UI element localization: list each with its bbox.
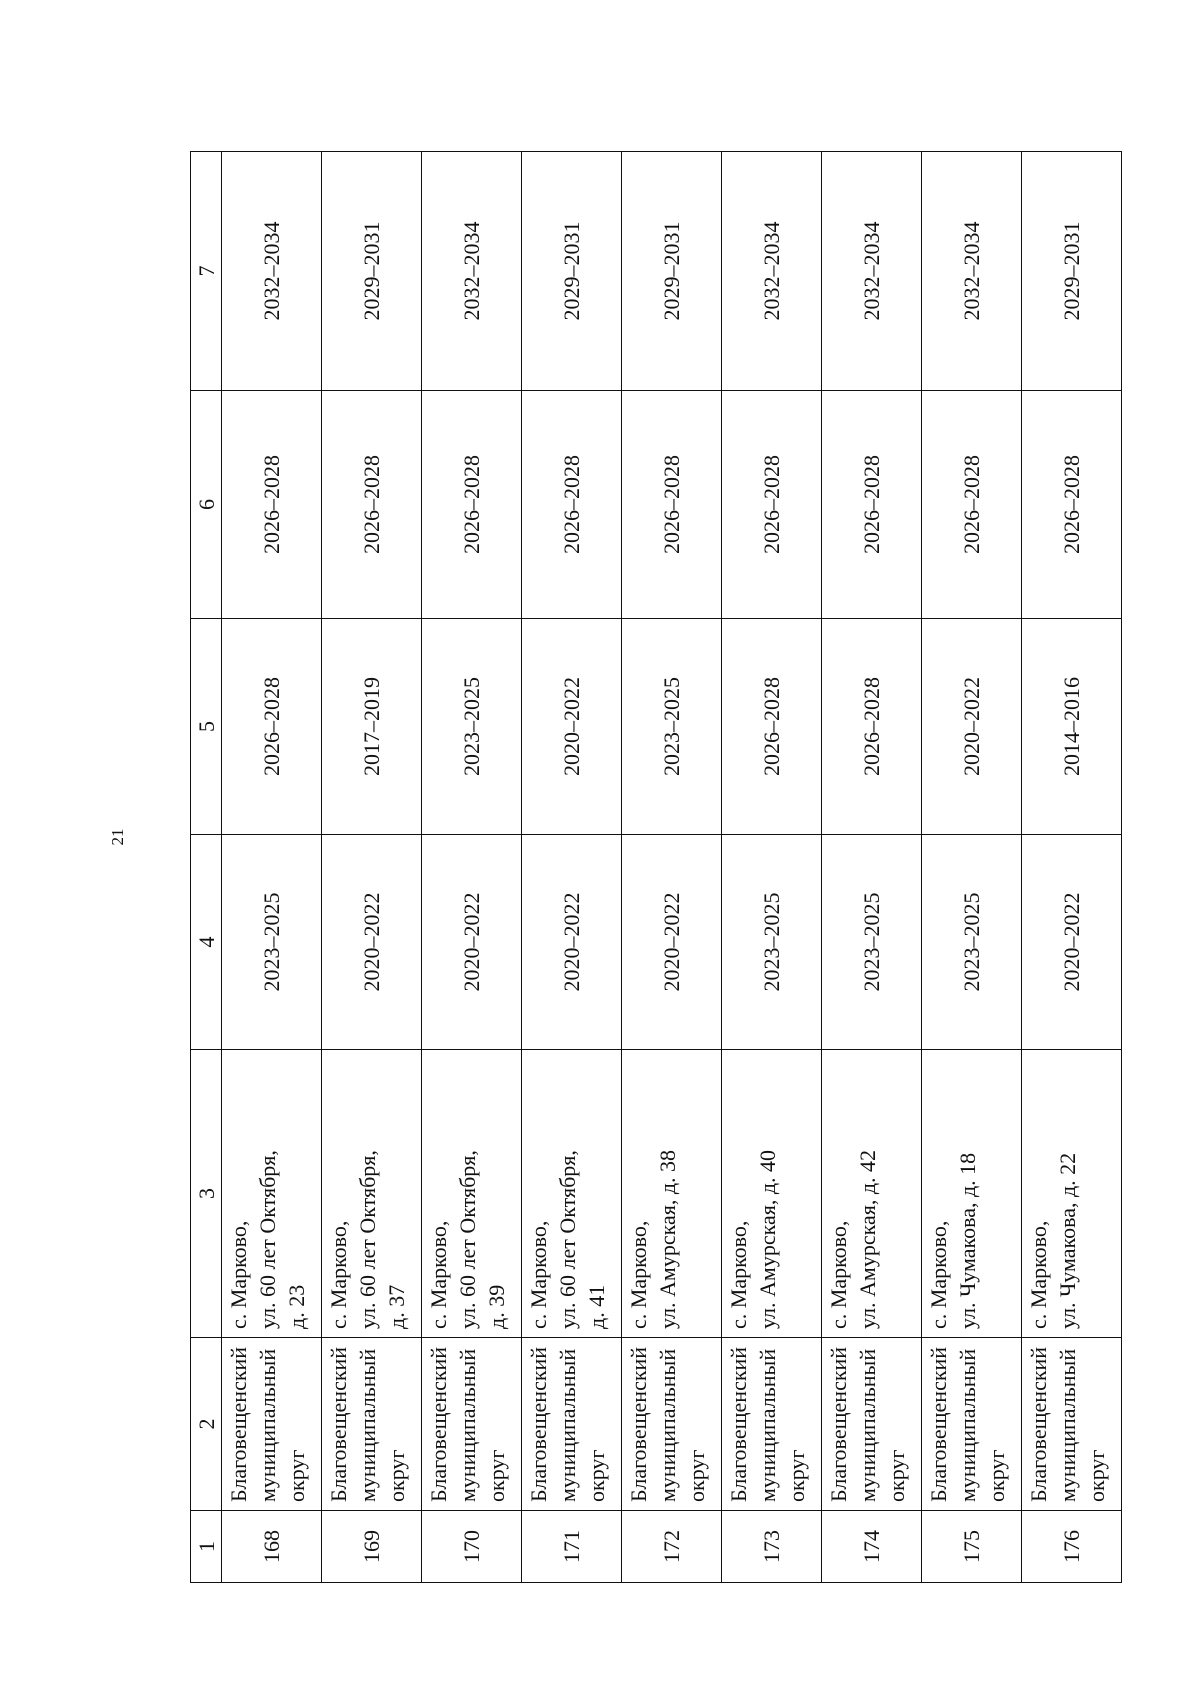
address-line: с. Марково, bbox=[226, 1220, 251, 1329]
address-cell bbox=[422, 1050, 522, 1338]
row-number-cell: 174 bbox=[822, 1511, 922, 1583]
municipality-cell bbox=[622, 1338, 722, 1511]
municipality-cell bbox=[422, 1338, 522, 1511]
municipality-line: Благовещенский bbox=[626, 1346, 651, 1502]
address-cell bbox=[822, 1050, 922, 1338]
period-cell-c7: 2032–2034 bbox=[222, 152, 322, 391]
municipality-line: муниципальный bbox=[655, 1348, 680, 1502]
table-row bbox=[922, 152, 1022, 1583]
municipality-line: муниципальный bbox=[555, 1348, 580, 1502]
municipality-line: Благовещенский bbox=[426, 1346, 451, 1502]
municipality-line: округ bbox=[984, 1449, 1009, 1502]
row-number-cell: 168 bbox=[222, 1511, 322, 1583]
table-row bbox=[422, 152, 522, 1583]
period-cell-c5: 2026–2028 bbox=[222, 619, 322, 835]
header-row bbox=[191, 152, 222, 1583]
column-header: 3 bbox=[191, 1050, 222, 1338]
period-cell-c6: 2026–2028 bbox=[822, 391, 922, 619]
municipality-cell bbox=[222, 1338, 322, 1511]
municipality-line: округ bbox=[784, 1449, 809, 1502]
period-cell-c6: 2026–2028 bbox=[1022, 391, 1122, 619]
page-number: 21 bbox=[108, 828, 127, 846]
period-cell-c6: 2026–2028 bbox=[922, 391, 1022, 619]
municipality-line: Благовещенский bbox=[326, 1346, 351, 1502]
period-cell-c6: 2026–2028 bbox=[622, 391, 722, 619]
municipality-cell bbox=[922, 1338, 1022, 1511]
column-header: 5 bbox=[191, 619, 222, 835]
period-cell-c6: 2026–2028 bbox=[322, 391, 422, 619]
municipality-line: округ bbox=[884, 1449, 909, 1502]
row-number-cell: 170 bbox=[422, 1511, 522, 1583]
address-line: д. 37 bbox=[384, 1284, 409, 1329]
column-header: 7 bbox=[191, 152, 222, 391]
municipality-line: округ bbox=[684, 1449, 709, 1502]
period-cell-c6: 2026–2028 bbox=[222, 391, 322, 619]
municipality-line: муниципальный bbox=[855, 1348, 880, 1502]
address-line: д. 41 bbox=[584, 1284, 609, 1329]
municipality-cell bbox=[322, 1338, 422, 1511]
address-cell bbox=[522, 1050, 622, 1338]
address-line: ул. Чумакова, д. 18 bbox=[955, 1152, 980, 1329]
table-row bbox=[622, 152, 722, 1583]
period-cell-c4: 2023–2025 bbox=[822, 835, 922, 1050]
address-line: с. Марково, bbox=[526, 1220, 551, 1329]
municipality-cell bbox=[522, 1338, 622, 1511]
address-line: ул. Чумакова, д. 22 bbox=[1055, 1152, 1080, 1329]
address-line: с. Марково, bbox=[326, 1220, 351, 1329]
table-row bbox=[822, 152, 922, 1583]
period-cell-c4: 2020–2022 bbox=[322, 835, 422, 1050]
address-line: с. Марково, bbox=[726, 1220, 751, 1329]
period-cell-c7: 2032–2034 bbox=[722, 152, 822, 391]
table-body bbox=[191, 152, 1122, 1583]
row-number-cell: 176 bbox=[1022, 1511, 1122, 1583]
row-number-cell: 175 bbox=[922, 1511, 1022, 1583]
period-cell-c4: 2020–2022 bbox=[1022, 835, 1122, 1050]
address-cell bbox=[622, 1050, 722, 1338]
municipality-cell bbox=[822, 1338, 922, 1511]
table-row bbox=[322, 152, 422, 1583]
municipality-line: округ bbox=[584, 1449, 609, 1502]
period-cell-c7: 2032–2034 bbox=[422, 152, 522, 391]
period-cell-c5: 2026–2028 bbox=[822, 619, 922, 835]
table-row bbox=[1022, 152, 1122, 1583]
table-row bbox=[522, 152, 622, 1583]
municipality-line: Благовещенский bbox=[1026, 1346, 1051, 1502]
address-cell bbox=[322, 1050, 422, 1338]
table-row bbox=[222, 152, 322, 1583]
address-cell bbox=[722, 1050, 822, 1338]
address-cell bbox=[922, 1050, 1022, 1338]
period-cell-c7: 2032–2034 bbox=[822, 152, 922, 391]
period-cell-c7: 2032–2034 bbox=[922, 152, 1022, 391]
address-line: ул. 60 лет Октября, bbox=[455, 1150, 480, 1329]
municipality-line: муниципальный bbox=[355, 1348, 380, 1502]
address-cell bbox=[222, 1050, 322, 1338]
address-line: с. Марково, bbox=[926, 1220, 951, 1329]
period-cell-c6: 2026–2028 bbox=[522, 391, 622, 619]
period-cell-c5: 2026–2028 bbox=[722, 619, 822, 835]
municipality-line: округ bbox=[1084, 1449, 1109, 1502]
municipality-line: Благовещенский bbox=[226, 1346, 251, 1502]
period-cell-c6: 2026–2028 bbox=[722, 391, 822, 619]
address-line: с. Марково, bbox=[426, 1220, 451, 1329]
address-line: с. Марково, bbox=[1026, 1220, 1051, 1329]
period-cell-c4: 2023–2025 bbox=[722, 835, 822, 1050]
address-line: с. Марково, bbox=[626, 1220, 651, 1329]
municipality-cell bbox=[722, 1338, 822, 1511]
municipality-line: муниципальный bbox=[1055, 1348, 1080, 1502]
address-line: ул. Амурская, д. 38 bbox=[655, 1149, 680, 1329]
column-header: 2 bbox=[191, 1338, 222, 1511]
address-line: д. 23 bbox=[284, 1284, 309, 1329]
municipality-line: Благовещенский bbox=[526, 1346, 551, 1502]
row-number-cell: 172 bbox=[622, 1511, 722, 1583]
municipality-line: муниципальный bbox=[255, 1348, 280, 1502]
period-cell-c6: 2026–2028 bbox=[422, 391, 522, 619]
row-number-cell: 173 bbox=[722, 1511, 822, 1583]
municipality-line: муниципальный bbox=[755, 1348, 780, 1502]
period-cell-c7: 2029–2031 bbox=[622, 152, 722, 391]
period-cell-c7: 2029–2031 bbox=[322, 152, 422, 391]
address-line: с. Марково, bbox=[826, 1220, 851, 1329]
column-header: 4 bbox=[191, 835, 222, 1050]
row-number-cell: 169 bbox=[322, 1511, 422, 1583]
municipality-line: округ bbox=[484, 1449, 509, 1502]
address-line: ул. Амурская, д. 40 bbox=[755, 1149, 780, 1329]
municipality-line: муниципальный bbox=[955, 1348, 980, 1502]
row-number-cell: 171 bbox=[522, 1511, 622, 1583]
period-cell-c4: 2020–2022 bbox=[422, 835, 522, 1050]
address-cell bbox=[1022, 1050, 1122, 1338]
column-header: 1 bbox=[191, 1511, 222, 1583]
registry-table bbox=[190, 151, 1122, 1583]
municipality-line: муниципальный bbox=[455, 1348, 480, 1502]
period-cell-c4: 2020–2022 bbox=[522, 835, 622, 1050]
period-cell-c5: 2023–2025 bbox=[422, 619, 522, 835]
period-cell-c7: 2029–2031 bbox=[522, 152, 622, 391]
period-cell-c7: 2029–2031 bbox=[1022, 152, 1122, 391]
municipality-line: округ bbox=[284, 1449, 309, 1502]
period-cell-c5: 2014–2016 bbox=[1022, 619, 1122, 835]
column-header: 6 bbox=[191, 391, 222, 619]
period-cell-c4: 2023–2025 bbox=[922, 835, 1022, 1050]
municipality-line: Благовещенский bbox=[926, 1346, 951, 1502]
table-row bbox=[722, 152, 822, 1583]
address-line: ул. Амурская, д. 42 bbox=[855, 1149, 880, 1329]
period-cell-c5: 2020–2022 bbox=[922, 619, 1022, 835]
address-line: ул. 60 лет Октября, bbox=[355, 1150, 380, 1329]
period-cell-c4: 2020–2022 bbox=[622, 835, 722, 1050]
period-cell-c5: 2023–2025 bbox=[622, 619, 722, 835]
period-cell-c4: 2023–2025 bbox=[222, 835, 322, 1050]
address-line: ул. 60 лет Октября, bbox=[255, 1150, 280, 1329]
address-line: д. 39 bbox=[484, 1284, 509, 1329]
table-rotation-wrapper bbox=[190, 152, 1120, 1583]
period-cell-c5: 2020–2022 bbox=[522, 619, 622, 835]
municipality-line: Благовещенский bbox=[826, 1346, 851, 1502]
address-line: ул. 60 лет Октября, bbox=[555, 1150, 580, 1329]
municipality-line: округ bbox=[384, 1449, 409, 1502]
municipality-cell bbox=[1022, 1338, 1122, 1511]
period-cell-c5: 2017–2019 bbox=[322, 619, 422, 835]
municipality-line: Благовещенский bbox=[726, 1346, 751, 1502]
